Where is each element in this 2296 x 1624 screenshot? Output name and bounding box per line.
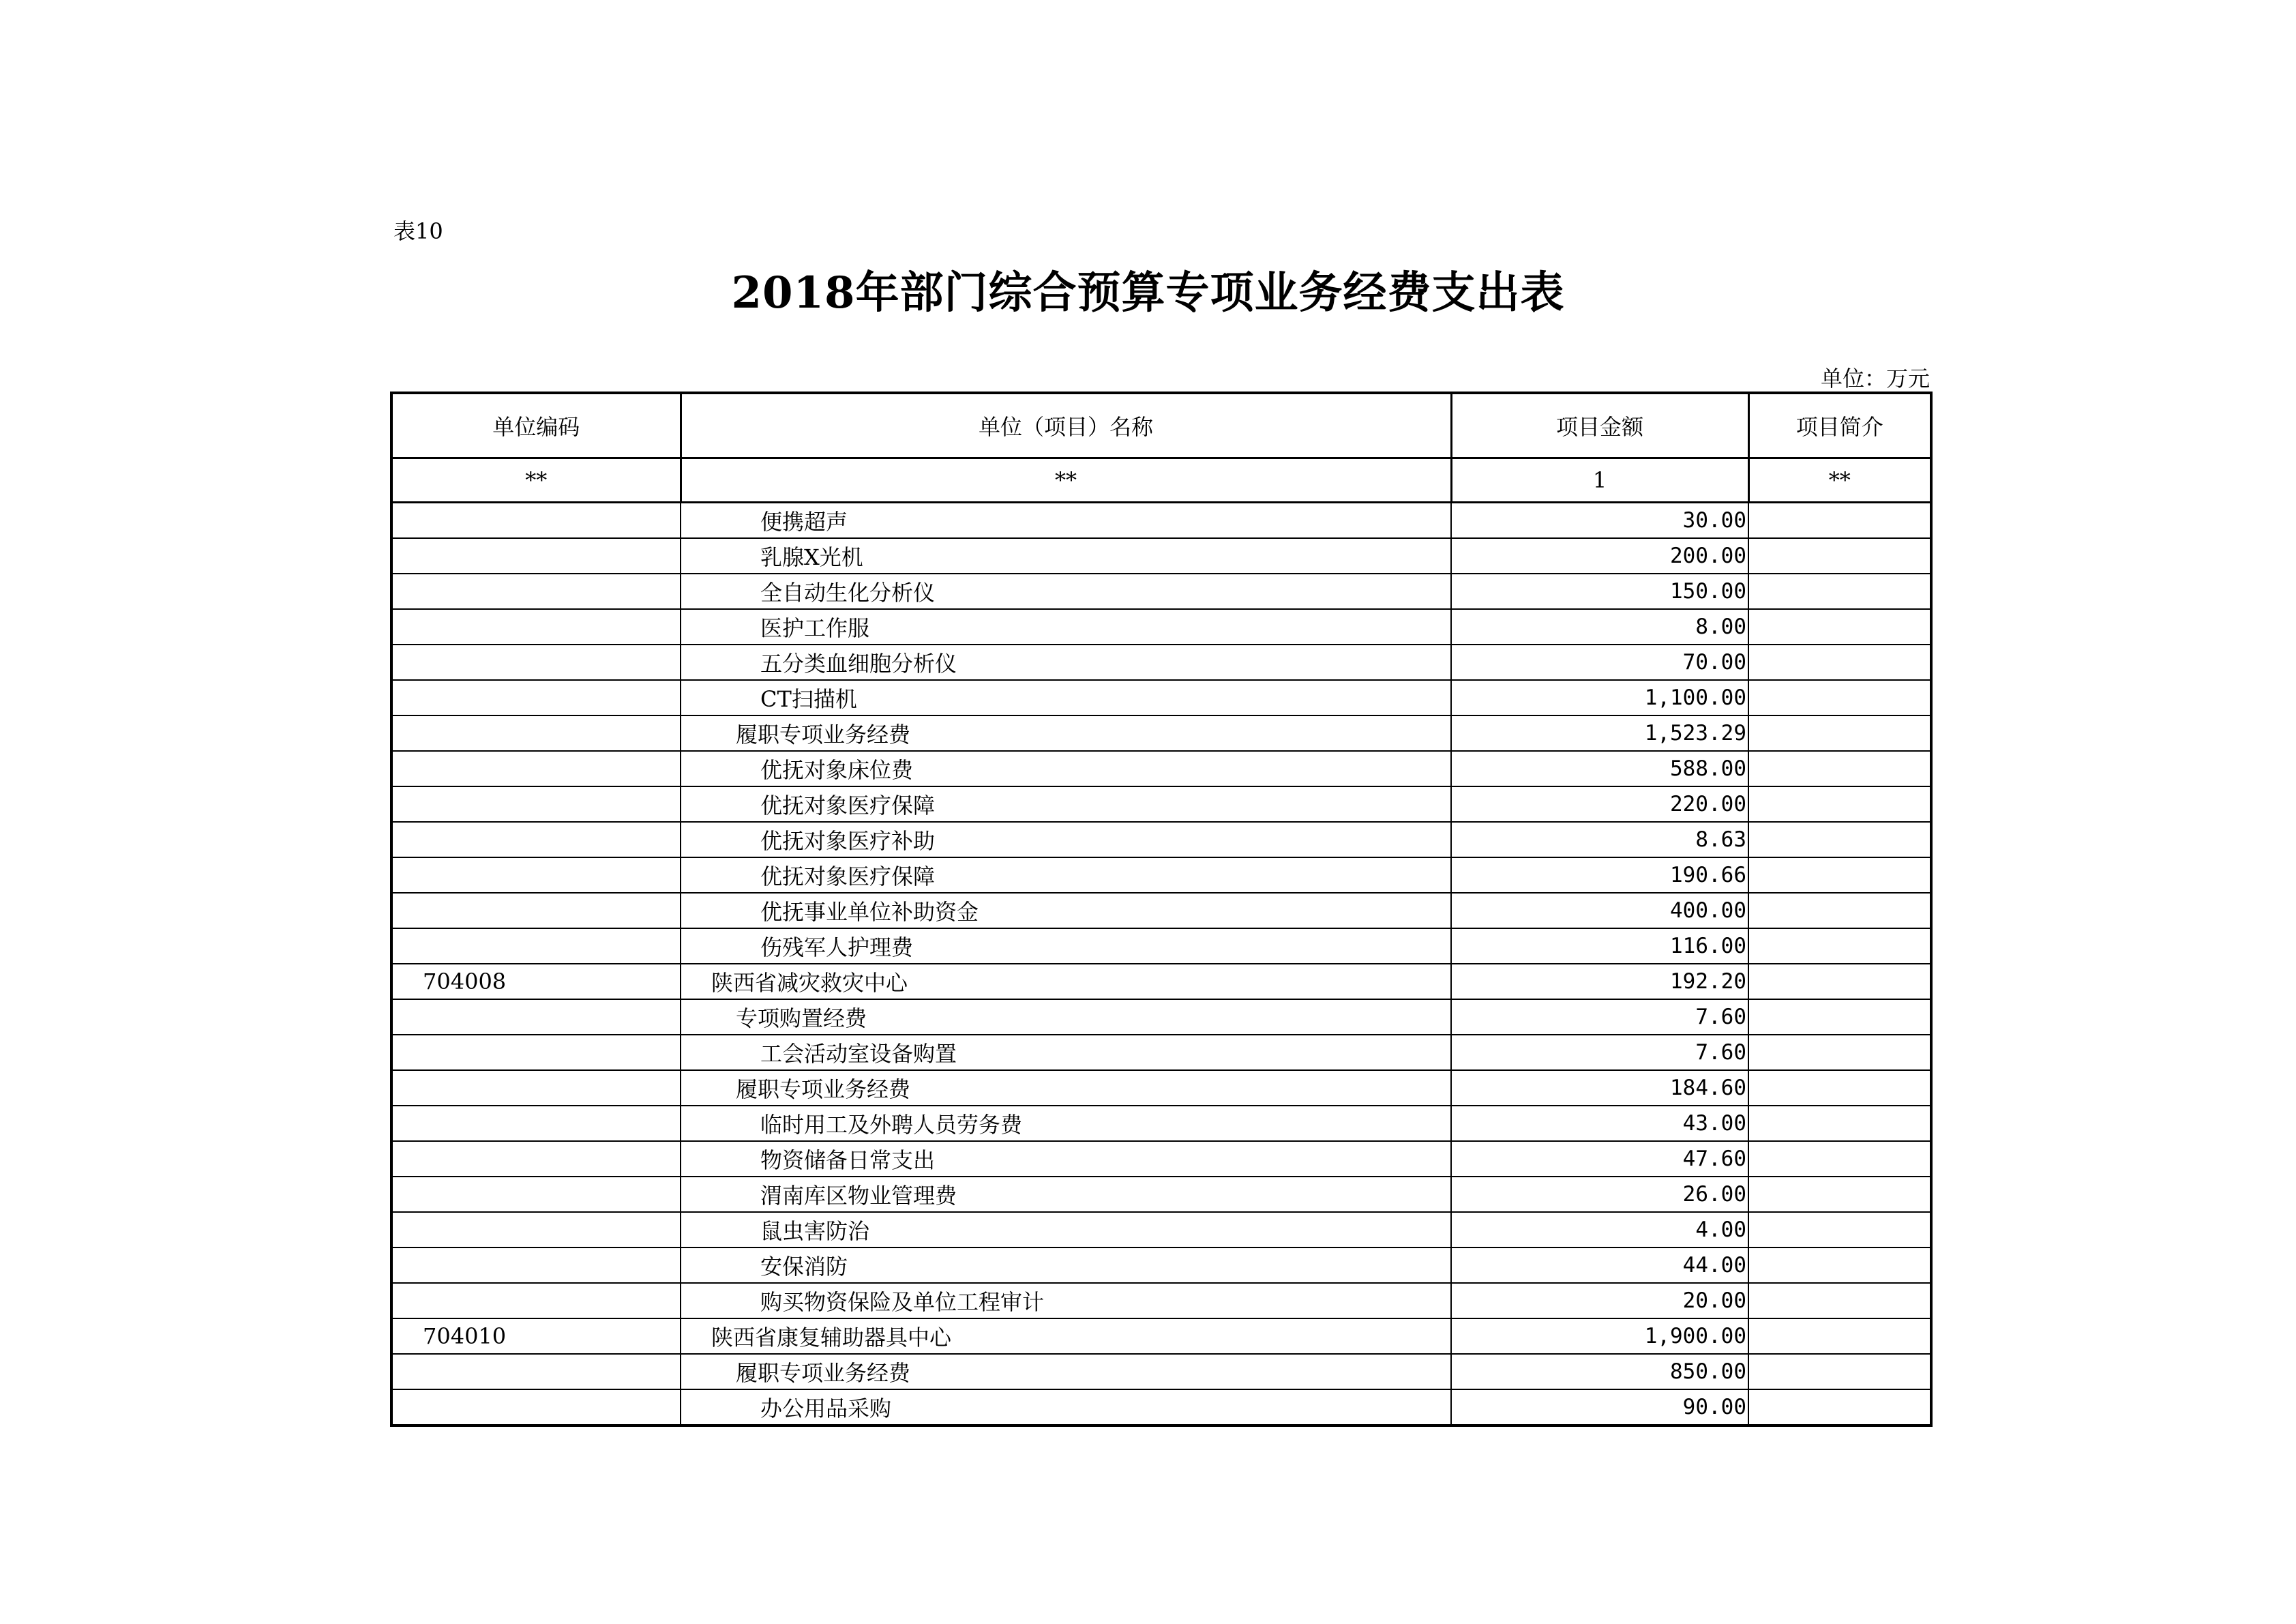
row-intro-cell bbox=[1748, 1070, 1931, 1106]
row-code-cell bbox=[391, 751, 681, 786]
row-name-cell: 伤残军人护理费 bbox=[681, 928, 1451, 964]
row-code-cell bbox=[391, 1247, 681, 1283]
row-intro-cell bbox=[1748, 857, 1931, 893]
table-row bbox=[391, 1389, 1931, 1426]
row-intro-cell bbox=[1748, 1354, 1931, 1389]
row-name-cell: 全自动生化分析仪 bbox=[681, 574, 1451, 609]
row-code-cell bbox=[391, 538, 681, 574]
row-code-cell bbox=[391, 645, 681, 680]
row-intro-cell bbox=[1748, 1247, 1931, 1283]
row-name-cell: 优抚对象床位费 bbox=[681, 751, 1451, 786]
row-code-cell bbox=[391, 857, 681, 893]
row-amount-cell: 47.60 bbox=[1451, 1141, 1748, 1177]
row-name-cell: 五分类血细胞分析仪 bbox=[681, 645, 1451, 680]
row-intro-cell bbox=[1748, 609, 1931, 645]
row-amount-cell: 1,100.00 bbox=[1451, 680, 1748, 715]
row-code-cell bbox=[391, 715, 681, 751]
row-name-cell: 鼠虫害防治 bbox=[681, 1212, 1451, 1247]
row-amount-cell: 4.00 bbox=[1451, 1212, 1748, 1247]
table-row bbox=[391, 715, 1931, 751]
row-code-cell bbox=[391, 680, 681, 715]
row-amount-cell: 150.00 bbox=[1451, 574, 1748, 609]
row-intro-cell bbox=[1748, 503, 1931, 539]
row-name-cell: 便携超声 bbox=[681, 503, 1451, 539]
row-code-cell bbox=[391, 503, 681, 539]
table-row bbox=[391, 964, 1931, 999]
row-intro-cell bbox=[1748, 928, 1931, 964]
row-intro-cell bbox=[1748, 680, 1931, 715]
table-row bbox=[391, 928, 1931, 964]
row-code-cell bbox=[391, 893, 681, 928]
row-code-cell bbox=[391, 1177, 681, 1212]
table-subheader-row bbox=[391, 458, 1931, 503]
row-code-cell bbox=[391, 999, 681, 1035]
table-row bbox=[391, 1106, 1931, 1141]
table-row bbox=[391, 1247, 1931, 1283]
row-name-cell: CT扫描机 bbox=[681, 680, 1451, 715]
row-code-cell bbox=[391, 1035, 681, 1070]
row-name-cell: 履职专项业务经费 bbox=[681, 1070, 1451, 1106]
row-name-cell: 履职专项业务经费 bbox=[681, 715, 1451, 751]
row-name-cell: 履职专项业务经费 bbox=[681, 1354, 1451, 1389]
row-code-cell bbox=[391, 786, 681, 822]
row-amount-cell: 200.00 bbox=[1451, 538, 1748, 574]
subheader-amount: 1 bbox=[1451, 458, 1748, 503]
row-amount-cell: 184.60 bbox=[1451, 1070, 1748, 1106]
table-row bbox=[391, 822, 1931, 857]
table-row bbox=[391, 609, 1931, 645]
row-intro-cell bbox=[1748, 964, 1931, 999]
row-code-cell bbox=[391, 574, 681, 609]
table-row bbox=[391, 1212, 1931, 1247]
budget-table bbox=[390, 392, 1933, 1427]
row-name-cell: 渭南库区物业管理费 bbox=[681, 1177, 1451, 1212]
row-intro-cell bbox=[1748, 822, 1931, 857]
table-row bbox=[391, 1177, 1931, 1212]
row-intro-cell bbox=[1748, 1177, 1931, 1212]
header-name: 单位（项目）名称 bbox=[681, 393, 1451, 458]
row-amount-cell: 1,523.29 bbox=[1451, 715, 1748, 751]
row-name-cell: 优抚对象医疗保障 bbox=[681, 786, 1451, 822]
row-name-cell: 购买物资保险及单位工程审计 bbox=[681, 1283, 1451, 1318]
row-amount-cell: 43.00 bbox=[1451, 1106, 1748, 1141]
row-amount-cell: 400.00 bbox=[1451, 893, 1748, 928]
row-intro-cell bbox=[1748, 999, 1931, 1035]
row-amount-cell: 850.00 bbox=[1451, 1354, 1748, 1389]
row-amount-cell: 190.66 bbox=[1451, 857, 1748, 893]
row-name-cell: 优抚对象医疗保障 bbox=[681, 857, 1451, 893]
row-name-cell: 优抚事业单位补助资金 bbox=[681, 893, 1451, 928]
row-name-cell: 优抚对象医疗补助 bbox=[681, 822, 1451, 857]
row-intro-cell bbox=[1748, 786, 1931, 822]
table-row bbox=[391, 645, 1931, 680]
row-intro-cell bbox=[1748, 893, 1931, 928]
row-intro-cell bbox=[1748, 1389, 1931, 1426]
table-row bbox=[391, 538, 1931, 574]
table-row bbox=[391, 786, 1931, 822]
table-row bbox=[391, 1283, 1931, 1318]
row-intro-cell bbox=[1748, 1106, 1931, 1141]
row-amount-cell: 30.00 bbox=[1451, 503, 1748, 539]
row-intro-cell bbox=[1748, 645, 1931, 680]
row-intro-cell bbox=[1748, 1318, 1931, 1354]
table-row bbox=[391, 1141, 1931, 1177]
row-code-cell bbox=[391, 1141, 681, 1177]
header-code: 单位编码 bbox=[391, 393, 681, 458]
row-intro-cell bbox=[1748, 715, 1931, 751]
table-row bbox=[391, 1035, 1931, 1070]
table-row bbox=[391, 999, 1931, 1035]
row-amount-cell: 20.00 bbox=[1451, 1283, 1748, 1318]
header-amount: 项目金额 bbox=[1451, 393, 1748, 458]
row-code-cell bbox=[391, 1389, 681, 1426]
header-intro: 项目简介 bbox=[1748, 393, 1931, 458]
row-intro-cell bbox=[1748, 1141, 1931, 1177]
row-intro-cell bbox=[1748, 538, 1931, 574]
row-name-cell: 工会活动室设备购置 bbox=[681, 1035, 1451, 1070]
row-code-cell bbox=[391, 928, 681, 964]
row-amount-cell: 44.00 bbox=[1451, 1247, 1748, 1283]
table-row bbox=[391, 680, 1931, 715]
row-amount-cell: 7.60 bbox=[1451, 999, 1748, 1035]
row-intro-cell bbox=[1748, 1283, 1931, 1318]
table-row bbox=[391, 857, 1931, 893]
table-row bbox=[391, 1354, 1931, 1389]
table-row bbox=[391, 893, 1931, 928]
row-amount-cell: 90.00 bbox=[1451, 1389, 1748, 1426]
row-name-cell: 陕西省康复辅助器具中心 bbox=[681, 1318, 1451, 1354]
row-intro-cell bbox=[1748, 574, 1931, 609]
table-number-label: 表10 bbox=[393, 218, 443, 244]
row-intro-cell bbox=[1748, 1212, 1931, 1247]
page-title: 2018年部门综合预算专项业务经费支出表 bbox=[731, 267, 1565, 319]
row-amount-cell: 116.00 bbox=[1451, 928, 1748, 964]
unit-label: 单位：万元 bbox=[1820, 366, 1930, 392]
row-code-cell: 704008 bbox=[391, 964, 681, 999]
row-code-cell bbox=[391, 1354, 681, 1389]
subheader-code: ** bbox=[391, 458, 681, 503]
row-amount-cell: 588.00 bbox=[1451, 751, 1748, 786]
row-code-cell bbox=[391, 1106, 681, 1141]
table-row bbox=[391, 751, 1931, 786]
row-code-cell bbox=[391, 822, 681, 857]
row-intro-cell bbox=[1748, 1035, 1931, 1070]
row-name-cell: 临时用工及外聘人员劳务费 bbox=[681, 1106, 1451, 1141]
table-row bbox=[391, 1318, 1931, 1354]
table-row bbox=[391, 574, 1931, 609]
subheader-name: ** bbox=[681, 458, 1451, 503]
row-name-cell: 医护工作服 bbox=[681, 609, 1451, 645]
table-header-row bbox=[391, 393, 1931, 458]
row-amount-cell: 26.00 bbox=[1451, 1177, 1748, 1212]
table-row bbox=[391, 503, 1931, 539]
row-code-cell bbox=[391, 1070, 681, 1106]
row-amount-cell: 192.20 bbox=[1451, 964, 1748, 999]
row-name-cell: 安保消防 bbox=[681, 1247, 1451, 1283]
row-amount-cell: 220.00 bbox=[1451, 786, 1748, 822]
row-amount-cell: 70.00 bbox=[1451, 645, 1748, 680]
subheader-intro: ** bbox=[1748, 458, 1931, 503]
row-code-cell bbox=[391, 609, 681, 645]
table-row bbox=[391, 1070, 1931, 1106]
row-code-cell bbox=[391, 1283, 681, 1318]
row-name-cell: 专项购置经费 bbox=[681, 999, 1451, 1035]
row-amount-cell: 1,900.00 bbox=[1451, 1318, 1748, 1354]
row-code-cell: 704010 bbox=[391, 1318, 681, 1354]
row-code-cell bbox=[391, 1212, 681, 1247]
row-name-cell: 物资储备日常支出 bbox=[681, 1141, 1451, 1177]
row-name-cell: 陕西省减灾救灾中心 bbox=[681, 964, 1451, 999]
row-intro-cell bbox=[1748, 751, 1931, 786]
row-amount-cell: 8.00 bbox=[1451, 609, 1748, 645]
row-name-cell: 办公用品采购 bbox=[681, 1389, 1451, 1426]
row-amount-cell: 7.60 bbox=[1451, 1035, 1748, 1070]
row-name-cell: 乳腺X光机 bbox=[681, 538, 1451, 574]
row-amount-cell: 8.63 bbox=[1451, 822, 1748, 857]
